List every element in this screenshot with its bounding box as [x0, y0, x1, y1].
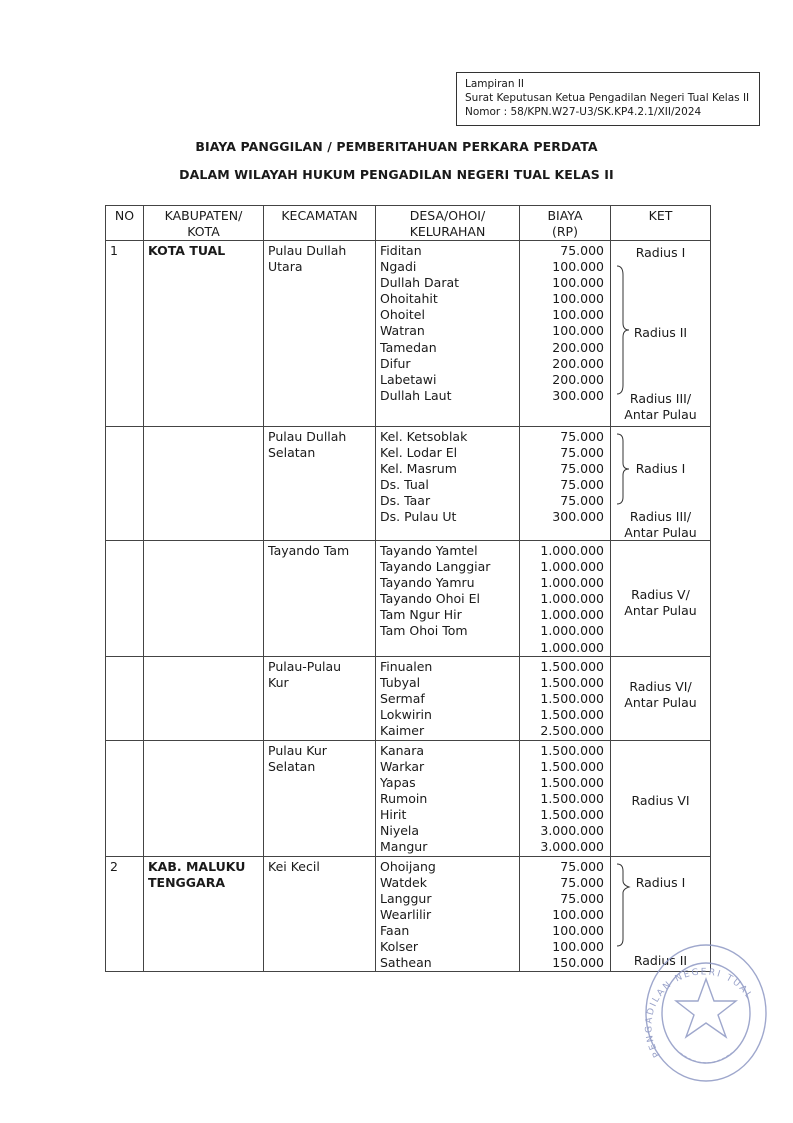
- header-kabupaten: KABUPATEN/ KOTA: [144, 206, 264, 241]
- row-biaya-list: 75.000 75.000 75.000 75.000 75.000 300.000: [520, 427, 611, 541]
- row-ket: [611, 541, 711, 657]
- attachment-header-box: [456, 72, 760, 126]
- row-kecamatan: Pulau Dullah Selatan: [264, 427, 376, 541]
- stamp-text: PENGADILAN NEGERI TUAL: [644, 967, 755, 1059]
- ket-label: Radius II: [633, 952, 688, 968]
- row-biaya-list: 75.000 75.000 75.000 100.000 100.000 100.000 150.000: [520, 856, 611, 972]
- ket-label: Antar Pulau: [624, 694, 697, 710]
- ket-label: Radius I: [635, 874, 686, 890]
- table-row: [106, 740, 711, 856]
- ket-label: Radius I: [635, 461, 686, 476]
- ket-label: Antar Pulau: [624, 525, 697, 540]
- row-desa-list: Ohoijang Watdek Langgur Wearlilir Faan Kolser Sathean: [376, 856, 520, 972]
- row-kecamatan: Tayando Tam: [264, 541, 376, 657]
- row-biaya-list: 75.000 100.000 100.000 100.000 100.000 100.000 200.000 200.000 200.000 300.000: [520, 241, 611, 427]
- row-biaya-list: 1.500.000 1.500.000 1.500.000 1.500.000 2.500.000: [520, 656, 611, 740]
- row-kecamatan: Kei Kecil: [264, 856, 376, 972]
- header-ket: KET: [611, 206, 711, 241]
- ket-label: Radius II: [633, 325, 688, 340]
- header-kecamatan: KECAMATAN: [264, 206, 376, 241]
- row-desa-list: Kel. Ketsoblak Kel. Lodar El Kel. Masrum Ds. Tual Ds. Taar Ds. Pulau Ut: [376, 427, 520, 541]
- row-biaya-list: 1.500.000 1.500.000 1.500.000 1.500.000 1.500.000 3.000.000 3.000.000: [520, 740, 611, 856]
- document-title: BIAYA PANGGILAN / PEMBERITAHUAN PERKARA PERDATA: [195, 139, 598, 154]
- decree-title: Surat Keputusan Ketua Pengadilan Negeri Tual Kelas II: [465, 92, 750, 104]
- table-header-row: [106, 206, 711, 241]
- row-desa-list: Kanara Warkar Yapas Rumoin Hirit Niyela Mangur: [376, 740, 520, 856]
- row-no: 2: [106, 856, 144, 972]
- row-no: [106, 541, 144, 657]
- ket-label: Radius III/: [629, 509, 692, 524]
- attachment-label: Lampiran II: [465, 78, 525, 90]
- row-desa-list: Fiditan Ngadi Dullah Darat Ohoitahit Ohoitel Watran Tamedan Difur Labetawi Dullah Laut: [376, 241, 520, 427]
- row-no: 1: [106, 241, 144, 427]
- row-kabupaten: [144, 427, 264, 541]
- row-no: [106, 656, 144, 740]
- ket-label: Antar Pulau: [624, 407, 697, 422]
- row-kabupaten: [144, 740, 264, 856]
- document-subtitle: DALAM WILAYAH HUKUM PENGADILAN NEGERI TUAL KELAS II: [179, 167, 614, 182]
- row-ket: [611, 740, 711, 856]
- row-desa-list: Finualen Tubyal Sermaf Lokwirin Kaimer: [376, 656, 520, 740]
- court-seal-stamp: [640, 935, 768, 1085]
- row-no: [106, 427, 144, 541]
- row-kabupaten: [144, 541, 264, 657]
- ket-label: Radius VI: [631, 792, 690, 808]
- fee-table: [105, 205, 711, 972]
- row-kecamatan: Pulau Dullah Utara: [264, 241, 376, 427]
- ket-label: Antar Pulau: [624, 603, 697, 618]
- ket-label: Radius I: [635, 245, 686, 260]
- row-kecamatan: Pulau Kur Selatan: [264, 740, 376, 856]
- row-kabupaten: KAB. MALUKU TENGGARA: [144, 856, 264, 972]
- row-no: [106, 740, 144, 856]
- table-row: [106, 856, 711, 972]
- table-row: [106, 656, 711, 740]
- row-biaya-list: 1.000.000 1.000.000 1.000.000 1.000.000 1.000.000 1.000.000 1.000.000: [520, 541, 611, 657]
- header-desa: DESA/OHOI/ KELURAHAN: [376, 206, 520, 241]
- decree-number: Nomor : 58/KPN.W27-U3/SK.KP4.2.1/XII/2024: [465, 106, 702, 118]
- row-kabupaten: KOTA TUAL: [144, 241, 264, 427]
- ket-label: Radius V/: [631, 587, 690, 602]
- row-desa-list: Tayando Yamtel Tayando Langgiar Tayando Yamru Tayando Ohoi El Tam Ngur Hir Tam Ohoi Tom: [376, 541, 520, 657]
- header-biaya: BIAYA (RP): [520, 206, 611, 241]
- row-kecamatan: Pulau-Pulau Kur: [264, 656, 376, 740]
- row-ket: [611, 656, 711, 740]
- row-kabupaten: [144, 656, 264, 740]
- row-ket: [611, 241, 711, 427]
- table-row: [106, 427, 711, 541]
- ket-label: Radius III/: [629, 391, 692, 406]
- table-row: [106, 241, 711, 427]
- ket-label: Radius VI/: [629, 678, 692, 694]
- table-row: [106, 541, 711, 657]
- header-no: NO: [106, 206, 144, 241]
- row-ket: [611, 427, 711, 541]
